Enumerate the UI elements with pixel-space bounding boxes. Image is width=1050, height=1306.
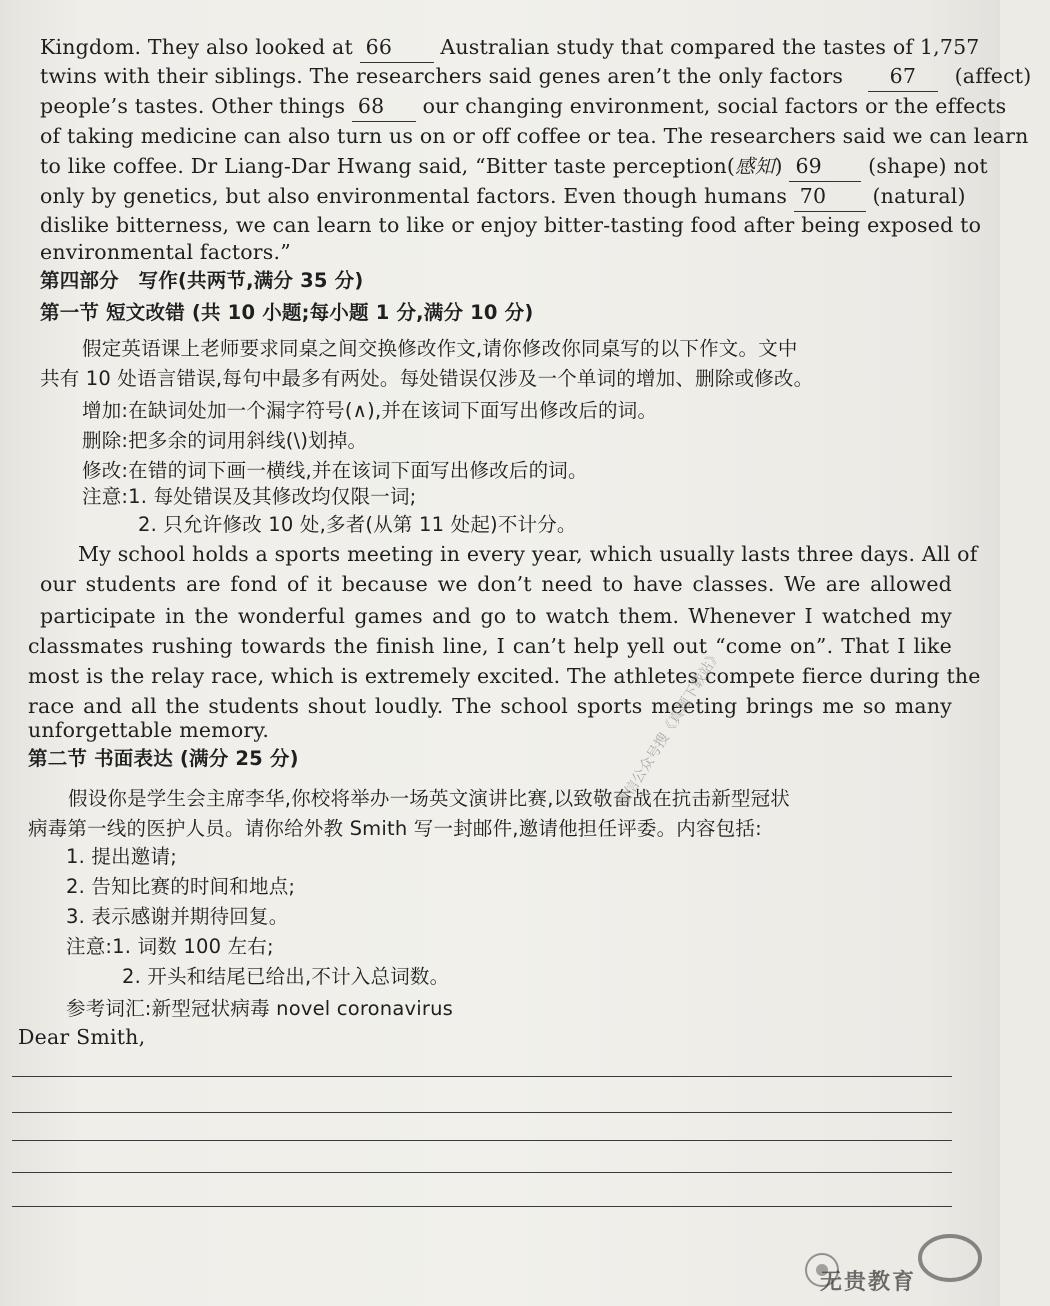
letter-greeting: Dear Smith, — [18, 1025, 146, 1049]
essay-line-1: My school holds a sports meeting in every year, which usually lasts three days. All of — [78, 542, 978, 566]
writing-line — [12, 1112, 952, 1113]
cloze-text: people’s tastes. Other things — [40, 94, 346, 118]
cloze-text: our changing environment, social factors or the effects — [422, 94, 1007, 118]
cloze-line-5 — [40, 152, 988, 181]
blank-68: 68 — [352, 92, 416, 122]
cloze-line-3 — [40, 92, 1007, 121]
content-item-3: 3. 表示感谢并期待回复。 — [66, 905, 289, 928]
cloze-line-4: of taking medicine can also turn us on or off coffee or tea. The researchers said we can learn — [40, 124, 1029, 148]
cloze-text: only by genetics, but also environmental factors. Even though humans — [40, 184, 788, 208]
essay-line-6: race and all the students shout loudly. The school sports meeting brings me so many — [28, 694, 952, 718]
essay-line-7: unforgettable memory. — [28, 718, 270, 742]
hint-natural: (natural) — [872, 184, 966, 208]
rule-delete: 删除:把多余的词用斜线(\)划掉。 — [82, 429, 368, 452]
writing-line — [12, 1172, 952, 1173]
cloze-chinese-gloss: 感知 — [735, 155, 775, 178]
writing-line — [12, 1140, 952, 1141]
blank-67: 67 — [868, 62, 938, 92]
section1-intro-2: 共有 10 处语言错误,每句中最多有两处。每处错误仅涉及一个单词的增加、删除或修改。 — [40, 367, 814, 390]
cloze-text: Australian study that compared the tastes of 1,757 — [440, 35, 980, 59]
section2-note-1: 注意:1. 词数 100 左右; — [66, 935, 274, 958]
blank-70: 70 — [794, 182, 866, 212]
part4-title: 第四部分 写作(共两节,满分 35 分) — [40, 269, 364, 292]
essay-line-4: classmates rushing towards the finish line, I can’t help yell out “come on”. That I like — [28, 634, 952, 658]
essay-line-5: most is the relay race, which is extremely excited. The athletes compete fierce during the — [28, 664, 981, 688]
section1-title: 第一节 短文改错 (共 10 小题;每小题 1 分,满分 10 分) — [40, 301, 534, 324]
content-item-1: 1. 提出邀请; — [66, 845, 177, 868]
cloze-line-6 — [40, 182, 966, 211]
cloze-line-7: dislike bitterness, we can learn to like or enjoy bitter-tasting food after being exposed to — [40, 213, 982, 237]
section2-intro-1: 假设你是学生会主席李华,你校将举办一场英文演讲比赛,以致敬奋战在抗击新型冠状 — [68, 787, 790, 810]
rule-add: 增加:在缺词处加一个漏字符号(∧),并在该词下面写出修改后的词。 — [82, 399, 658, 422]
writing-line — [12, 1206, 952, 1207]
logo-text: 无贵教育 — [820, 1270, 917, 1295]
section1-note-2: 2. 只允许修改 10 处,多者(从第 11 处起)不计分。 — [138, 513, 577, 536]
content-item-2: 2. 告知比赛的时间和地点; — [66, 875, 296, 898]
rule-modify: 修改:在错的词下画一横线,并在该词下面写出修改后的词。 — [82, 459, 588, 482]
section2-title: 第二节 书面表达 (满分 25 分) — [28, 747, 299, 770]
blank-66: 66 — [360, 33, 434, 63]
section1-intro-1: 假定英语课上老师要求同桌之间交换修改作文,请你修改你同桌写的以下作文。文中 — [82, 337, 798, 360]
section2-note-2: 2. 开头和结尾已给出,不计入总词数。 — [122, 965, 450, 988]
blank-69: 69 — [789, 152, 861, 182]
cloze-text: ) — [774, 154, 783, 178]
cloze-line-2 — [40, 62, 1032, 91]
essay-line-3: participate in the wonderful games and go to watch them. Whenever I watched my — [40, 604, 952, 628]
cloze-line-8: environmental factors.” — [40, 240, 291, 264]
cloze-text: twins with their siblings. The researchers said genes aren’t the only factors — [40, 64, 844, 88]
reference-vocab: 参考词汇:新型冠状病毒 novel coronavirus — [66, 997, 453, 1020]
hint-shape: (shape) not — [868, 154, 988, 178]
writing-line — [12, 1076, 952, 1077]
section1-note-1: 注意:1. 每处错误及其修改均仅限一词; — [82, 485, 417, 508]
cloze-line-1 — [40, 33, 980, 62]
watermark-text: 微信公众号搜《真题下载站》 — [614, 647, 725, 811]
cloze-text: Kingdom. They also looked at — [40, 35, 353, 59]
cloze-text: to like coffee. Dr Liang-Dar Hwang said, “Bitter taste perception( — [40, 154, 736, 178]
section2-intro-2: 病毒第一线的医护人员。请你给外教 Smith 写一封邮件,邀请他担任评委。内容包括: — [28, 817, 762, 840]
essay-line-2: our students are fond of it because we don’t need to have classes. We are allowed — [40, 572, 952, 596]
hint-affect: (affect) — [954, 64, 1032, 88]
